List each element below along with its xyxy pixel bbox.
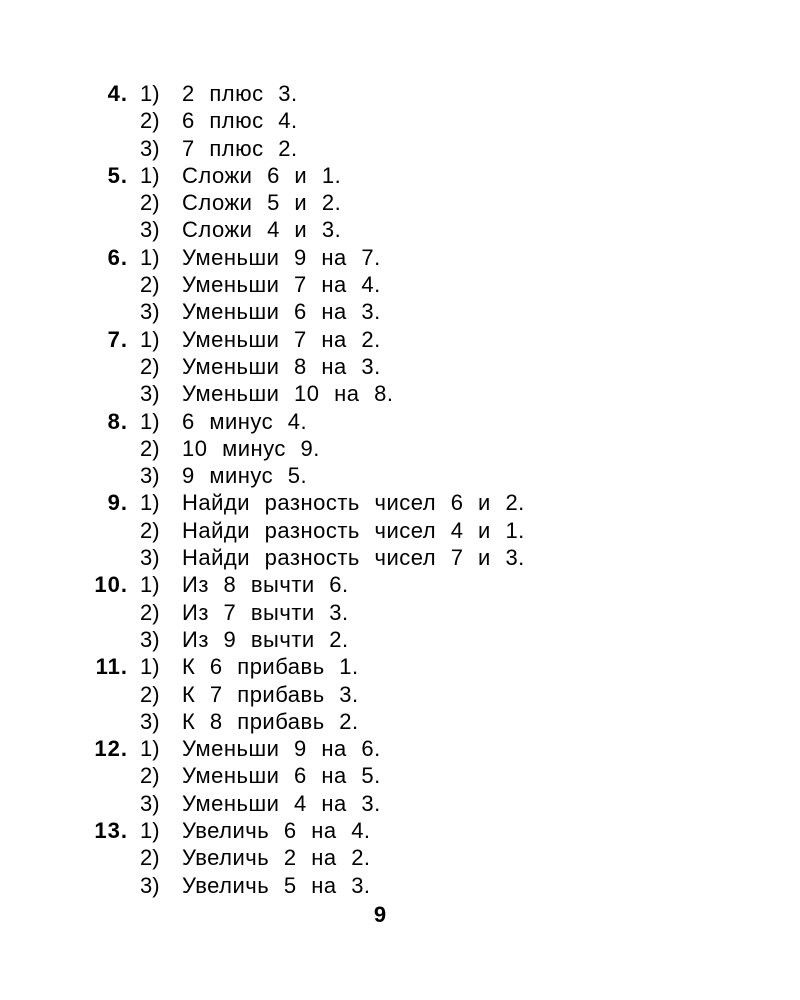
- exercise-item: [80, 626, 680, 653]
- exercise-number: 10.: [94, 572, 128, 598]
- exercise: [80, 489, 680, 571]
- item-label: 1): [140, 162, 160, 188]
- exercise-item: [80, 462, 680, 489]
- exercise-item: [80, 162, 680, 189]
- exercise-item: [80, 544, 680, 571]
- item-text: Увеличь 2 на 2.: [182, 845, 371, 871]
- exercise-number: 4.: [107, 81, 128, 106]
- item-label: 2): [140, 517, 160, 543]
- exercise-item: [80, 380, 680, 407]
- item-label: 2): [140, 108, 160, 134]
- exercise-item: [80, 107, 680, 134]
- item-text: К 6 прибавь 1.: [182, 654, 359, 680]
- exercise-item: [80, 271, 680, 298]
- item-label: 1): [140, 818, 160, 844]
- item-label: 2): [140, 681, 160, 707]
- exercise-item: [80, 435, 680, 462]
- exercise-item: [80, 189, 680, 216]
- exercise-number: 7.: [107, 326, 128, 352]
- item-text: 10 минус 9.: [182, 435, 320, 461]
- item-text: Уменьши 8 на 3.: [182, 353, 381, 379]
- item-text: Из 9 вычти 2.: [182, 626, 349, 652]
- exercise-number: 13.: [94, 818, 128, 844]
- exercise-number: 5.: [107, 162, 128, 188]
- item-label: 2): [140, 272, 160, 298]
- item-label: 1): [140, 408, 160, 434]
- item-text: 2 плюс 3.: [182, 81, 298, 106]
- exercise: [80, 653, 680, 735]
- item-text: Сложи 4 и 3.: [182, 217, 342, 243]
- exercise-number: 9.: [107, 490, 128, 516]
- item-label: 2): [140, 763, 160, 789]
- exercise-item: [80, 135, 680, 162]
- item-label: 1): [140, 736, 160, 762]
- exercise: [80, 817, 680, 899]
- exercise-item: [80, 216, 680, 243]
- item-label: 1): [140, 490, 160, 516]
- item-label: 3): [140, 872, 160, 898]
- exercise-item: [80, 599, 680, 626]
- item-text: 9 минус 5.: [182, 463, 308, 489]
- item-text: Уменьши 9 на 7.: [182, 244, 381, 270]
- item-text: Увеличь 6 на 4.: [182, 818, 371, 844]
- item-label: 3): [140, 299, 160, 325]
- item-label: 2): [140, 845, 160, 871]
- item-text: Найди разность чисел 7 и 3.: [182, 545, 525, 571]
- exercise-item: [80, 298, 680, 325]
- item-text: Уменьши 7 на 4.: [182, 272, 381, 298]
- exercise-item: [80, 844, 680, 871]
- item-text: К 8 прибавь 2.: [182, 708, 359, 734]
- exercise-item: [80, 790, 680, 817]
- item-text: К 7 прибавь 3.: [182, 681, 359, 707]
- item-label: 3): [140, 217, 160, 243]
- item-label: 3): [140, 708, 160, 734]
- exercise: [80, 735, 680, 817]
- item-label: 1): [140, 244, 160, 270]
- exercise-number: 6.: [107, 244, 128, 270]
- exercise-number: 12.: [94, 736, 128, 762]
- exercise: [80, 326, 680, 408]
- item-text: Уменьши 6 на 5.: [182, 763, 381, 789]
- page-number: 9: [373, 902, 387, 927]
- exercise-item: [80, 571, 680, 598]
- item-text: 6 минус 4.: [182, 408, 308, 434]
- exercise-number: 8.: [107, 408, 128, 434]
- exercise-item: [80, 817, 680, 844]
- item-text: Из 8 вычти 6.: [182, 572, 349, 598]
- exercise-item: [80, 408, 680, 435]
- item-label: 1): [140, 326, 160, 352]
- item-label: 3): [140, 545, 160, 571]
- item-label: 2): [140, 435, 160, 461]
- exercise-number: 11.: [95, 654, 128, 680]
- exercise-item: [80, 517, 680, 544]
- item-text: Уменьши 4 на 3.: [182, 790, 381, 816]
- item-text: Увеличь 5 на 3.: [182, 872, 371, 898]
- item-label: 3): [140, 790, 160, 816]
- item-text: Найди разность чисел 6 и 2.: [182, 490, 525, 516]
- exercise-item: [80, 489, 680, 516]
- exercise: [80, 408, 680, 490]
- exercise-item: [80, 708, 680, 735]
- item-text: Найди разность чисел 4 и 1.: [182, 517, 525, 543]
- item-text: Уменьши 10 на 8.: [182, 381, 394, 407]
- item-text: Сложи 6 и 1.: [182, 162, 342, 188]
- exercise-list: [80, 80, 680, 899]
- item-text: Уменьши 7 на 2.: [182, 326, 381, 352]
- exercise-item: [80, 762, 680, 789]
- exercise: [80, 80, 680, 162]
- exercise: [80, 162, 680, 244]
- item-label: 1): [140, 654, 160, 680]
- exercise-item: [80, 872, 680, 899]
- exercise-item: [80, 653, 680, 680]
- item-text: Из 7 вычти 3.: [182, 599, 349, 625]
- item-label: 3): [140, 626, 160, 652]
- item-text: 7 плюс 2.: [182, 135, 298, 161]
- exercise-item: [80, 244, 680, 271]
- item-text: Уменьши 6 на 3.: [182, 299, 381, 325]
- item-label: 2): [140, 599, 160, 625]
- exercise: [80, 571, 680, 653]
- item-label: 2): [140, 353, 160, 379]
- item-text: Сложи 5 и 2.: [182, 190, 342, 216]
- item-text: 6 плюс 4.: [182, 108, 298, 134]
- item-text: Уменьши 9 на 6.: [182, 736, 381, 762]
- exercise-item: [80, 353, 680, 380]
- item-label: 2): [140, 190, 160, 216]
- item-label: 1): [140, 81, 160, 106]
- item-label: 1): [140, 572, 160, 598]
- item-label: 3): [140, 381, 160, 407]
- exercise-item: [80, 80, 680, 107]
- exercise-item: [80, 735, 680, 762]
- exercise-item: [80, 681, 680, 708]
- exercise: [80, 244, 680, 326]
- item-label: 3): [140, 135, 160, 161]
- exercise-item: [80, 326, 680, 353]
- item-label: 3): [140, 463, 160, 489]
